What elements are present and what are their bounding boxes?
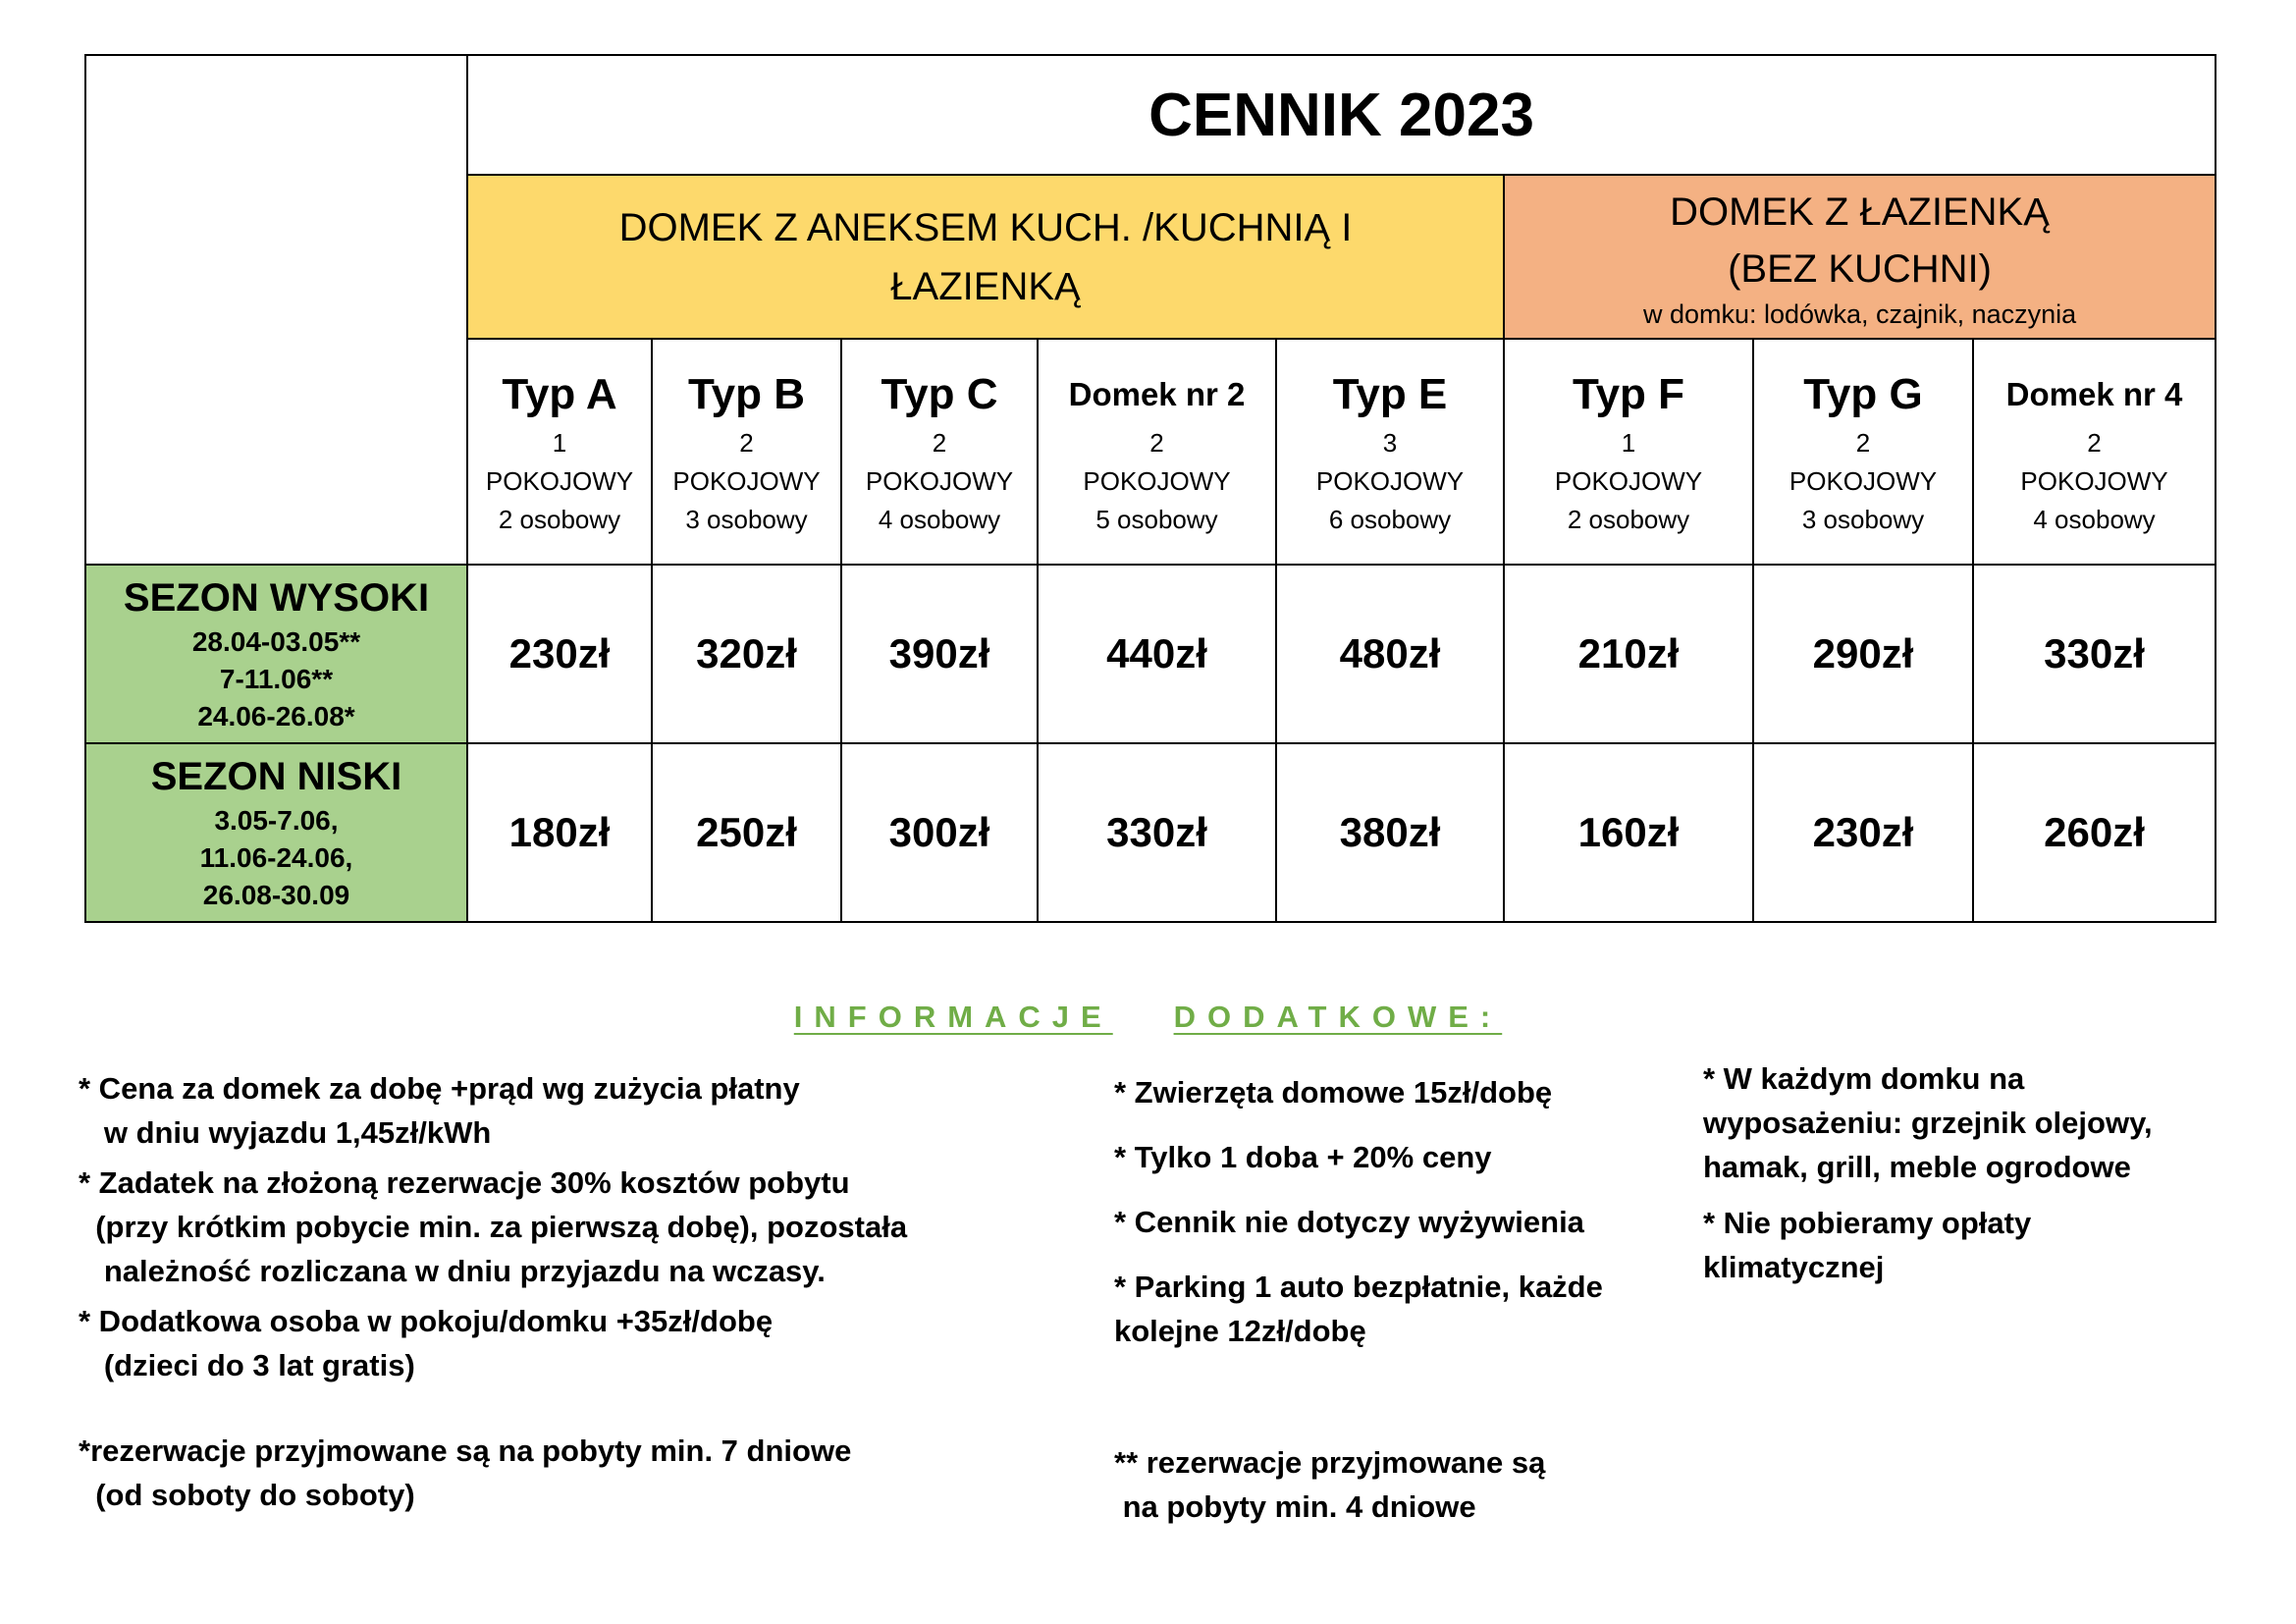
info-heading — [0, 1000, 2296, 1035]
price-cell: 480zł — [1276, 565, 1504, 743]
price-cell: 440zł — [1038, 565, 1276, 743]
info-line: * Cena za domek za dobę +prąd wg zużycia płatny — [79, 1071, 800, 1106]
type-rooms: 1 — [552, 427, 567, 458]
info-line: (dzieci do 3 lat gratis) — [79, 1348, 415, 1382]
season-date: 11.06-24.06, — [199, 842, 353, 873]
type-rooms: 2 — [1149, 427, 1164, 458]
info-line: należność rozliczana w dniu przyjazdu na wczasy. — [79, 1254, 826, 1288]
price-cell: 260zł — [1973, 743, 2216, 922]
info-heading-word2: DODATKOWE: — [1173, 1000, 1503, 1034]
info-line: kolejne 12zł/dobę — [1114, 1314, 1366, 1348]
type-header-a — [467, 339, 652, 565]
type-name: Typ C — [881, 369, 998, 418]
info-line: *rezerwacje przyjmowane są na pobyty min. 7 dniowe — [79, 1434, 852, 1468]
info-line: (od soboty do soboty) — [79, 1478, 415, 1512]
group-kitchen-header — [467, 175, 1504, 339]
corner-cell — [85, 55, 467, 565]
season-date: 26.08-30.09 — [202, 880, 350, 910]
info-line: na pobyty min. 4 dniowe — [1114, 1489, 1476, 1524]
type-kind: POKOJOWY — [1554, 465, 1703, 496]
season-date: 24.06-26.08* — [197, 701, 355, 731]
type-rooms: 2 — [932, 427, 947, 458]
info-line: * Tylko 1 doba + 20% ceny — [1114, 1140, 1492, 1174]
season-date: 3.05-7.06, — [214, 805, 339, 836]
type-header-g — [1753, 339, 1973, 565]
price-cell: 300zł — [841, 743, 1038, 922]
type-kind: POKOJOWY — [485, 465, 634, 496]
season-label-high — [85, 565, 467, 743]
type-persons: 4 osobowy — [2033, 504, 2156, 534]
season-name: SEZON WYSOKI — [123, 576, 430, 620]
info-line: w dniu wyjazdu 1,45zł/kWh — [79, 1115, 492, 1150]
type-header-e — [1276, 339, 1504, 565]
price-cell: 380zł — [1276, 743, 1504, 922]
season-date: 7-11.06** — [219, 664, 334, 694]
price-cell: 290zł — [1753, 565, 1973, 743]
type-name: Typ E — [1332, 369, 1448, 418]
group-bathroom-line1: DOMEK Z ŁAZIENKĄ — [1670, 189, 2050, 234]
info-line: (przy krótkim pobycie min. za pierwszą dobę), pozostała — [79, 1210, 908, 1244]
group-kitchen-line1: DOMEK Z ANEKSEM KUCH. /KUCHNIĄ I — [618, 205, 1353, 249]
info-line: klimatycznej — [1703, 1250, 1885, 1284]
group-bathroom-note: w domku: lodówka, czajnik, naczynia — [1642, 298, 2077, 329]
type-name: Typ B — [688, 369, 805, 418]
type-header-domek-2 — [1038, 339, 1276, 565]
group-bathroom-header — [1504, 175, 2216, 339]
type-kind: POKOJOWY — [2020, 465, 2168, 496]
season-row-high — [85, 565, 2216, 743]
info-heading-word1: INFORMACJE — [793, 1000, 1113, 1034]
season-date: 28.04-03.05** — [191, 626, 361, 657]
price-cell: 320zł — [652, 565, 841, 743]
type-header-domek-4 — [1973, 339, 2216, 565]
info-line: * Cennik nie dotyczy wyżywienia — [1114, 1205, 1584, 1239]
page-title: CENNIK 2023 — [467, 55, 2216, 175]
info-line: * Nie pobieramy opłaty — [1703, 1206, 2032, 1240]
season-name: SEZON NISKI — [150, 755, 402, 798]
type-persons: 2 osobowy — [498, 504, 621, 534]
type-rooms: 2 — [1855, 427, 1871, 458]
type-rooms: 1 — [1621, 427, 1636, 458]
type-persons: 4 osobowy — [878, 504, 1001, 534]
price-table — [84, 54, 2216, 923]
type-persons: 3 osobowy — [685, 504, 808, 534]
price-cell: 390zł — [841, 565, 1038, 743]
info-line: * Zadatek na złożoną rezerwacje 30% kosztów pobytu — [79, 1165, 850, 1200]
price-cell: 230zł — [467, 565, 652, 743]
info-line: ** rezerwacje przyjmowane są — [1114, 1445, 1546, 1480]
type-header-c — [841, 339, 1038, 565]
type-rooms: 2 — [2087, 427, 2102, 458]
type-kind: POKOJOWY — [1315, 465, 1465, 496]
type-name: Typ F — [1572, 369, 1685, 418]
type-persons: 5 osobowy — [1095, 504, 1218, 534]
price-cell: 210zł — [1504, 565, 1753, 743]
season-label-low — [85, 743, 467, 922]
type-name: Domek nr 2 — [1068, 375, 1246, 412]
type-rooms: 2 — [739, 427, 754, 458]
type-persons: 6 osobowy — [1328, 504, 1452, 534]
price-cell: 230zł — [1753, 743, 1973, 922]
price-cell: 160zł — [1504, 743, 1753, 922]
info-column-right — [1703, 1056, 2153, 1289]
type-kind: POKOJOWY — [865, 465, 1014, 496]
price-cell: 330zł — [1038, 743, 1276, 922]
info-line: * W każdym domku na — [1703, 1061, 2025, 1096]
info-line: hamak, grill, meble ogrodowe — [1703, 1150, 2131, 1184]
type-persons: 2 osobowy — [1567, 504, 1690, 534]
type-kind: POKOJOWY — [1083, 465, 1231, 496]
type-header-b — [652, 339, 841, 565]
info-line: * Dodatkowa osoba w pokoju/domku +35zł/dobę — [79, 1304, 774, 1338]
type-name: Typ G — [1803, 369, 1923, 418]
price-cell: 180zł — [467, 743, 652, 922]
type-persons: 3 osobowy — [1801, 504, 1925, 534]
type-name: Domek nr 4 — [2005, 375, 2183, 412]
type-rooms: 3 — [1382, 427, 1398, 458]
info-line: wyposażeniu: grzejnik olejowy, — [1703, 1106, 2153, 1140]
group-kitchen-line2: ŁAZIENKĄ — [890, 264, 1081, 308]
info-column-middle — [1114, 1070, 1603, 1529]
type-header-f — [1504, 339, 1753, 565]
type-kind: POKOJOWY — [672, 465, 821, 496]
type-name: Typ A — [502, 369, 617, 418]
season-row-low — [85, 743, 2216, 922]
price-cell: 250zł — [652, 743, 841, 922]
info-column-left — [79, 1066, 907, 1517]
price-cell: 330zł — [1973, 565, 2216, 743]
info-line: * Parking 1 auto bezpłatnie, każde — [1114, 1270, 1603, 1304]
type-kind: POKOJOWY — [1789, 465, 1938, 496]
info-line: * Zwierzęta domowe 15zł/dobę — [1114, 1075, 1553, 1110]
group-bathroom-line2: (BEZ KUCHNI) — [1728, 246, 1992, 291]
